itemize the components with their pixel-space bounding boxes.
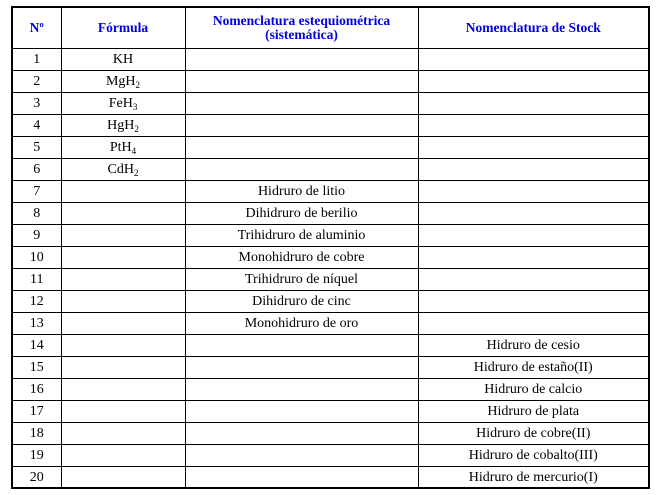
table-row [13, 423, 648, 445]
cell-stoichiometric-name[interactable] [185, 445, 418, 467]
cell-stoichiometric-name[interactable] [185, 379, 418, 401]
cell-number: 2 [13, 71, 61, 93]
table-row [13, 401, 648, 423]
table-body [13, 49, 648, 489]
table-row [13, 313, 648, 335]
cell-stoichiometric-name[interactable] [185, 49, 418, 71]
cell-stock-name[interactable] [418, 49, 648, 71]
header-number: Nº [13, 8, 61, 49]
cell-number: 14 [13, 335, 61, 357]
cell-stoichiometric-name[interactable] [185, 137, 418, 159]
cell-stoichiometric-name[interactable]: Dihidruro de cinc [185, 291, 418, 313]
cell-formula [61, 335, 185, 357]
cell-number: 13 [13, 313, 61, 335]
cell-stoichiometric-name[interactable]: Dihidruro de berilio [185, 203, 418, 225]
cell-formula [61, 313, 185, 335]
cell-formula [61, 357, 185, 379]
table-row [13, 357, 648, 379]
cell-stock-name[interactable] [418, 137, 648, 159]
cell-stoichiometric-name[interactable] [185, 115, 418, 137]
cell-stock-name[interactable] [418, 247, 648, 269]
cell-number: 12 [13, 291, 61, 313]
cell-stock-name[interactable]: Hidruro de cesio [418, 335, 648, 357]
formula-symbol: K [112, 51, 123, 67]
formula-symbol: HgH [107, 117, 135, 133]
cell-stock-name[interactable] [418, 269, 648, 291]
cell-number: 9 [13, 225, 61, 247]
table-row [13, 225, 648, 247]
cell-number: 8 [13, 203, 61, 225]
cell-stoichiometric-name[interactable] [185, 467, 418, 489]
cell-number: 11 [13, 269, 61, 291]
cell-stoichiometric-name[interactable] [185, 401, 418, 423]
table-row [13, 467, 648, 489]
cell-stock-name[interactable]: Hidruro de plata [418, 401, 648, 423]
cell-stock-name[interactable]: Hidruro de cobre(II) [418, 423, 648, 445]
cell-stoichiometric-name[interactable]: Trihidruro de aluminio [185, 225, 418, 247]
header-stoichiometric-line1: Nomenclatura estequiométrica [212, 13, 391, 28]
cell-formula [61, 93, 185, 115]
cell-formula [61, 445, 185, 467]
cell-number: 16 [13, 379, 61, 401]
cell-formula [61, 71, 185, 93]
cell-formula [61, 401, 185, 423]
cell-formula [61, 467, 185, 489]
cell-formula [61, 423, 185, 445]
header-stock: Nomenclatura de Stock [418, 8, 648, 49]
cell-number: 10 [13, 247, 61, 269]
table-row [13, 269, 648, 291]
cell-stoichiometric-name[interactable] [185, 335, 418, 357]
cell-stock-name[interactable] [418, 225, 648, 247]
cell-number: 6 [13, 159, 61, 181]
cell-stoichiometric-name[interactable]: Trihidruro de níquel [185, 269, 418, 291]
cell-number: 20 [13, 467, 61, 489]
formula-symbol: PtH [109, 139, 132, 155]
cell-number: 17 [13, 401, 61, 423]
table-row [13, 159, 648, 181]
table-row [13, 71, 648, 93]
cell-formula [61, 137, 185, 159]
cell-stock-name[interactable] [418, 291, 648, 313]
cell-number: 15 [13, 357, 61, 379]
table-row [13, 181, 648, 203]
cell-stock-name[interactable]: Hidruro de calcio [418, 379, 648, 401]
cell-number: 18 [13, 423, 61, 445]
cell-stock-name[interactable]: Hidruro de mercurio(I) [468, 469, 598, 485]
table-row [13, 137, 648, 159]
cell-number: 5 [13, 137, 61, 159]
table-row [13, 335, 648, 357]
header-formula: Fórmula [61, 8, 185, 49]
cell-formula [61, 225, 185, 247]
cell-formula [61, 247, 185, 269]
header-row [13, 8, 648, 49]
cell-stoichiometric-name[interactable]: Monohidruro de cobre [185, 247, 418, 269]
formula-symbol: CdH [107, 161, 134, 177]
cell-formula [61, 181, 185, 203]
table-row [13, 445, 648, 467]
cell-stoichiometric-name[interactable]: Hidruro de litio [185, 181, 418, 203]
cell-stock-name[interactable] [418, 71, 648, 93]
cell-number: 19 [13, 445, 61, 467]
cell-stoichiometric-name[interactable]: Monohidruro de oro [185, 313, 418, 335]
cell-stoichiometric-name[interactable] [185, 71, 418, 93]
table-row [13, 49, 648, 71]
hydrides-table [13, 8, 648, 488]
formula-subscript: 2 [135, 79, 141, 90]
cell-formula [61, 203, 185, 225]
cell-stoichiometric-name[interactable] [185, 159, 418, 181]
cell-formula [61, 269, 185, 291]
cell-stock-name[interactable] [418, 115, 648, 137]
cell-formula [61, 379, 185, 401]
cell-formula [61, 159, 185, 181]
cell-stoichiometric-name[interactable] [185, 423, 418, 445]
header-stoichiometric [185, 8, 418, 49]
table-row [13, 93, 648, 115]
table-row [13, 291, 648, 313]
table-row [13, 115, 648, 137]
table-row [13, 379, 648, 401]
cell-stock-name[interactable]: Hidruro de estaño(II) [418, 357, 648, 379]
cell-stoichiometric-name[interactable] [185, 357, 418, 379]
cell-number: 7 [13, 181, 61, 203]
cell-formula [61, 291, 185, 313]
nomenclature-worksheet [11, 6, 650, 489]
formula-subscript: 4 [131, 145, 137, 156]
formula-subscript: 2 [133, 167, 139, 178]
cell-stock-name[interactable] [418, 203, 648, 225]
cell-stock-name[interactable]: Hidruro de cobalto(III) [418, 445, 648, 467]
formula-symbol: MgH [105, 73, 136, 89]
cell-stock-name[interactable] [418, 313, 648, 335]
formula-symbol: FeH [108, 95, 133, 111]
cell-stock-name[interactable] [418, 181, 648, 203]
table-row [13, 203, 648, 225]
cell-formula [61, 49, 185, 71]
cell-number: 1 [13, 49, 61, 71]
table-row [13, 247, 648, 269]
cell-number: 3 [13, 93, 61, 115]
formula-subscript: 3 [132, 101, 138, 112]
cell-stoichiometric-name[interactable] [185, 93, 418, 115]
cell-stock-name[interactable] [418, 93, 648, 115]
formula-subscript: 2 [134, 123, 139, 134]
cell-stock-name[interactable] [418, 159, 648, 181]
formula-symbol: H [123, 51, 134, 67]
header-stoichiometric-line2: (sistemática) [265, 27, 338, 42]
cell-number: 4 [13, 115, 61, 137]
cell-formula [61, 115, 185, 137]
